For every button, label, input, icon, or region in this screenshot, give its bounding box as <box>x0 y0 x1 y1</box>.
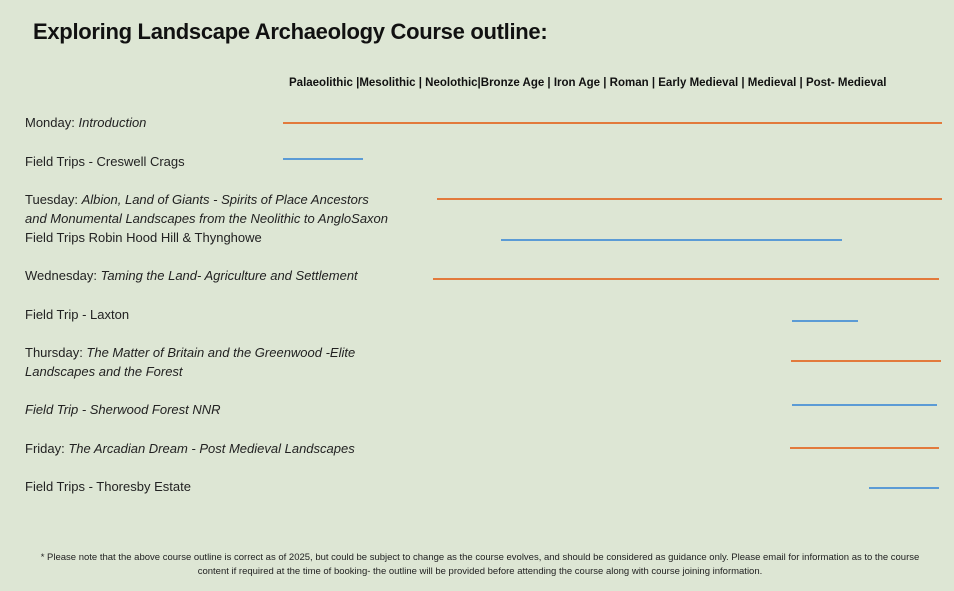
row-field-trip-thoresby <box>25 477 191 496</box>
row-tuesday <box>25 190 369 209</box>
row-label: Friday: <box>25 441 69 456</box>
row-wednesday <box>25 266 358 285</box>
timeline-bar-monday <box>283 122 942 124</box>
row-friday <box>25 439 355 458</box>
row-italic-label: The Matter of Britain and the Greenwood -Elite <box>86 345 356 360</box>
row-label: Field Trips - Thoresby Estate <box>25 479 191 494</box>
row-field-trip-laxton <box>25 305 129 324</box>
row-monday <box>25 113 146 132</box>
row-italic-label: Albion, Land of Giants - Spirits of Place Ancestors <box>81 192 369 207</box>
footnote: * Please note that the above course outline is correct as of 2025, but could be subject to change as the course evolves, and should be considered as guidance only. Please email for information as to the course content if required at the time of booking- the outline will be provided before attending the course along with course joining information. <box>40 552 920 577</box>
row-field-trip-robin-hood <box>25 228 262 247</box>
row-label: Field Trips Robin Hood Hill & Thynghowe <box>25 230 262 245</box>
row-italic-label: Landscapes and the Forest <box>25 364 183 379</box>
timeline-bar-laxton <box>792 320 858 322</box>
timeline-bar-creswell <box>283 158 363 160</box>
row-italic-label: and Monumental Landscapes from the Neolithic to AngloSaxon <box>25 211 389 226</box>
row-field-trip-sherwood <box>25 400 221 419</box>
row-tuesday-cont <box>25 209 388 228</box>
row-label: Wednesday: <box>25 268 101 283</box>
row-label: Field Trip - Laxton <box>25 307 130 322</box>
row-label: Field Trips - Creswell Crags <box>25 154 185 169</box>
row-thursday-cont <box>25 362 183 381</box>
row-label: Thursday: <box>25 345 87 360</box>
row-italic-label: Taming the Land- Agriculture and Settlement <box>100 268 358 283</box>
row-field-trip-creswell <box>25 152 185 171</box>
timeline-bar-tuesday <box>437 198 942 200</box>
period-header: Palaeolithic |Mesolithic | Neolothic|Bronze Age | Iron Age | Roman | Early Medieval | Medieval | Post- Medieval <box>289 77 887 89</box>
row-label: Tuesday: <box>25 192 82 207</box>
timeline-bar-thoresby <box>869 487 939 489</box>
row-italic-label: Field Trip - Sherwood Forest NNR <box>25 402 221 417</box>
row-italic-label: The Arcadian Dream - Post Medieval Landscapes <box>68 441 355 456</box>
timeline-bar-sherwood <box>792 404 937 406</box>
timeline-bar-wednesday <box>433 278 939 280</box>
timeline-bar-robin-hood <box>501 239 842 241</box>
timeline-bar-thursday <box>791 360 941 362</box>
row-italic-label: Introduction <box>78 115 147 130</box>
row-label: Monday: <box>25 115 79 130</box>
row-thursday <box>25 343 355 362</box>
timeline-bar-friday <box>790 447 939 449</box>
page-title: Exploring Landscape Archaeology Course outline: <box>33 19 548 44</box>
